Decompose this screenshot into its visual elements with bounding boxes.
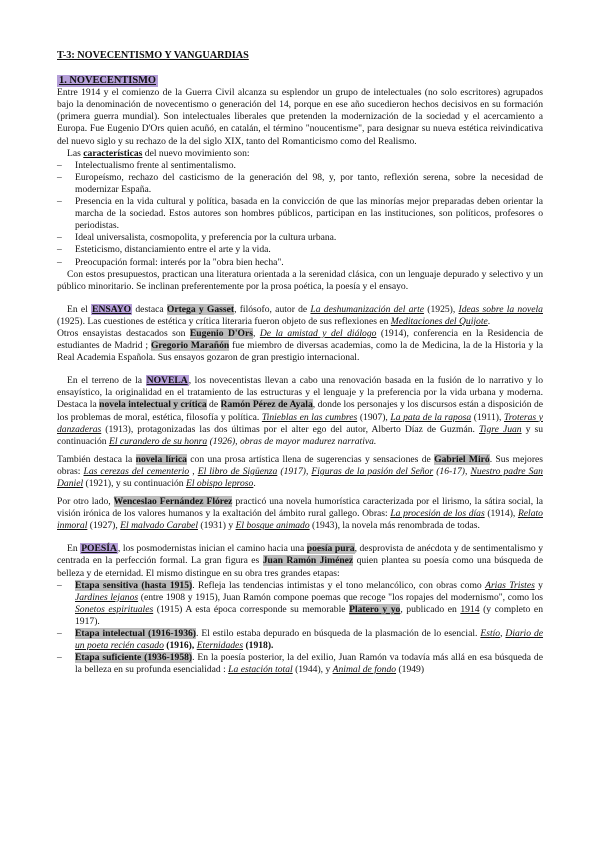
- work-title: Relato inmoral: [57, 508, 543, 532]
- genre-poesia: POESÍA: [81, 543, 117, 555]
- novela-lirica-paragraph: [57, 454, 543, 490]
- dash-mark: –: [57, 244, 62, 256]
- text-run: , filósofo, autor de: [234, 303, 311, 315]
- text-run: Las: [67, 147, 84, 159]
- text-run: del nuevo movimiento son:: [142, 147, 250, 159]
- dash-mark: –: [57, 579, 62, 591]
- text-run: En: [67, 543, 81, 555]
- section-heading: [57, 75, 543, 87]
- novel-kind: novela intelectual y crítica: [99, 399, 207, 411]
- work-title: Troteras y danzaderas: [57, 411, 543, 435]
- text-run: . En la poesía posterior, la del exilio, Juan Ramón va todavía más allá en esa búsqueda de la belleza en su profunda esencialidad :: [75, 652, 543, 676]
- genre-novela: NOVELA: [146, 375, 188, 387]
- text-run: . Sus mejores obras:: [57, 453, 544, 477]
- text-run: fue miembro de diversas academias, como la de Medicina, la de la Historia y la Real Academia Española. Sus ensayos gozaron de gran prestigio internacional.: [57, 340, 543, 364]
- stage-text: [75, 652, 543, 676]
- list-item-text: Preocupación formal: interés por la "obra bien hecha".: [75, 256, 284, 268]
- list-item-text: Esteticismo, distanciamiento entre el arte y la vida.: [75, 244, 271, 256]
- work-title: Estío: [480, 628, 501, 640]
- list-item: [57, 232, 543, 244]
- text-run: (1911),: [471, 411, 504, 423]
- text-run: destaca: [132, 303, 167, 315]
- spacer: [57, 532, 543, 543]
- stage-item: [57, 652, 543, 676]
- summary-paragraph: Con estos presupuestos, practican una literatura orientada a la serenidad clásica, con un lenguaje depurado y selectivo y un público minoritario. Se inclinan preferentemente por la prosa poética, la poesía y el ensayo.: [57, 268, 543, 292]
- novela-paragraph: [57, 375, 543, 448]
- author-maranon: Gregorio Marañón: [150, 340, 230, 352]
- list-item: [57, 257, 543, 269]
- text-run: (1927),: [87, 520, 121, 532]
- work-title: Sonetos espirituales: [75, 603, 154, 615]
- work-title: Tigre Juan: [479, 423, 522, 435]
- author-perez-de-ayala: Ramón Pérez de Ayala: [220, 399, 313, 411]
- list-item: [57, 160, 543, 172]
- author-miro: Gabriel Miró: [434, 453, 490, 465]
- text-run: (1925). Las cuestiones de estética y crítica literaria fueron objeto de sus reflexiones en: [57, 315, 391, 327]
- stage-text: [75, 580, 543, 628]
- text-run: (1917),: [277, 465, 312, 477]
- work-title: La procesión de los días: [390, 508, 485, 520]
- novela-humoristica-paragraph: [57, 496, 543, 532]
- work-title: La deshumanización del arte: [310, 303, 425, 315]
- intro-paragraph: Entre 1914 y el comienzo de la Guerra Civil alcanza su esplendor un grupo de intelectuales (no solo escritores) agrupados bajo la denominación de novecentismo o generación del 14, porque en ese año sucedieron hechos decisivos en su formación (primera guerra mundial). Son intelectuales liberales que pretenden la modernización de la sociedad y el acercamiento a Europa. Fue Eugenio D'Ors quien acuñó, en catalán, el término "noucentisme", para designar su nueva estética reivindicativa del nuevo siglo y su rechazo de la del siglo XIX, tanto del Romanticismo como del Realismo.: [57, 87, 543, 147]
- work-title: El malvado Carabel: [120, 520, 198, 532]
- text-run: y: [534, 579, 543, 591]
- work-title: Jardines lejanos: [75, 591, 139, 603]
- list-item-text: Europeísmo, rechazo del casticismo de la generación del 98, y, por tanto, reflexión serena, sobre la necesidad de modernizar España.: [75, 171, 543, 195]
- text-run: (y completo en 1917).: [75, 603, 543, 627]
- text-run: (1949): [396, 664, 425, 676]
- stage-item: [57, 628, 543, 652]
- work-title: El bosque animado: [235, 520, 310, 532]
- characteristics-lead: [57, 148, 543, 160]
- text-run: y su continuación: [57, 423, 543, 447]
- text-run: En el terreno de la: [67, 375, 146, 387]
- work-title: Figuras de la pasión del Señor: [311, 465, 434, 477]
- author-dors: Eugenio D'Ors: [189, 327, 253, 339]
- stage-head: Etapa sensitiva (hasta 1915): [75, 579, 193, 591]
- text-run: (1931) y: [197, 520, 236, 532]
- text-run: (1925),: [424, 303, 459, 315]
- text-run: (1913), protagonizadas las dos últimas por el alter ego del autor, Alberto Díaz de Guzmán.: [101, 423, 479, 435]
- text-run: ,: [189, 465, 198, 477]
- ensayo-paragraph: [57, 304, 543, 328]
- dash-mark: –: [57, 628, 62, 640]
- author-juan-ramon: Juan Ramón Jiménez: [262, 555, 354, 567]
- work-title: Meditaciones del Quijote: [390, 315, 488, 327]
- dash-mark: –: [57, 171, 62, 183]
- poesia-paragraph: [57, 543, 543, 579]
- text-run: (1915) A esta época corresponde su memorable: [153, 603, 350, 615]
- text-run: (1916),: [163, 640, 197, 652]
- document-page: [57, 50, 543, 676]
- text-run: También destaca la: [57, 453, 136, 465]
- list-item: [57, 196, 543, 232]
- work-title: El curandero de su honra: [108, 435, 208, 447]
- dash-mark: –: [57, 159, 62, 171]
- dash-mark: –: [57, 256, 62, 268]
- novel-kind-lirica: novela lírica: [135, 453, 187, 465]
- work-title: De la amistad y del diálogo: [259, 327, 377, 339]
- text-run: .: [253, 478, 256, 489]
- work-title: El libro de Sigüenza: [197, 465, 278, 477]
- text-run: (entre 1908 y 1915), Juan Ramón compone poemas que recoge "los ropajes del modernismo", como los: [138, 591, 543, 603]
- text-run: , desprovista de anécdota y de sentimentalismo y centrada en la perfección formal. La gran figura es: [57, 543, 544, 567]
- ensayo-paragraph-2: [57, 328, 543, 364]
- text-run: con una prosa artística llena de sugerencias y sensaciones de: [186, 453, 435, 465]
- text-run: (1918).: [243, 640, 274, 652]
- text-run: (1921), y su continuación: [83, 478, 186, 489]
- stage-item: [57, 580, 543, 628]
- stage-text: [75, 628, 543, 652]
- text-run: ,: [500, 628, 506, 640]
- text-run: (1907),: [357, 411, 391, 423]
- stage-head: Etapa intelectual (1916-1936): [75, 628, 196, 640]
- text-run: (1914),: [484, 508, 518, 520]
- dash-mark: –: [57, 232, 62, 244]
- text-run: de: [206, 399, 221, 411]
- work-title: Ideas sobre la novela: [458, 303, 543, 315]
- page-title: T-3: NOVECENTISMO Y VANGUARDIAS: [57, 50, 249, 61]
- work-title: La pata de la raposa: [390, 411, 472, 423]
- text-run: , donde los personajes y los discursos están a disposición de los problemas de moral, estética, filosofía y política.: [57, 399, 544, 423]
- text-run: (1914), conferencia en la Residencia de estudiantes de Madrid ;: [57, 327, 543, 352]
- text-run: (1926), obras de mayor madurez narrativa.: [207, 435, 377, 447]
- work-title: La estación total: [228, 664, 293, 676]
- stage-head: Etapa suficiente (1936-1958): [75, 652, 193, 664]
- dash-mark: –: [57, 196, 62, 208]
- work-title: Arias Tristes: [485, 579, 535, 591]
- text-run: , publicado en: [400, 603, 461, 615]
- text-run: (16-17),: [433, 465, 471, 477]
- work-title: Eternidades: [196, 640, 244, 652]
- author-fernandez-florez: Wenceslao Fernández Flórez: [113, 496, 233, 508]
- list-item: [57, 172, 543, 196]
- text-run: (1944), y: [292, 664, 333, 676]
- work-title: Diario de un poeta recién casado: [75, 628, 544, 652]
- list-item: [57, 244, 543, 256]
- genre-ensayo: ENSAYO: [92, 303, 132, 315]
- work-title: Tinieblas en las cumbres: [261, 411, 358, 423]
- work-title: Las cerezas del cementerio: [83, 465, 190, 477]
- text-run: , los posmodernistas inician el camino hacia una: [117, 543, 307, 555]
- characteristics-list: [57, 160, 543, 269]
- work-title: El obispo leproso: [185, 478, 254, 489]
- work-title: Platero y yo: [349, 603, 401, 615]
- text-run: ,: [253, 327, 260, 339]
- text-run: practicó una novela humorística caracterizada por el lirismo, la sátira social, la visión irónica de los valores humanos y la exaltación del ámbito rural gallego. Obras:: [57, 496, 543, 520]
- author-ortega: Ortega y Gasset: [166, 303, 235, 315]
- text-run: . Refleja las tendencias intimistas y el tono melancólico, con obras como: [192, 579, 486, 591]
- text-run: quien plantea su poesía como una búsqueda de belleza y de eternidad. El mismo distingue en su obra tres grandes etapas:: [57, 555, 543, 579]
- list-item-text: Presencia en la vida cultural y política, basada en la convicción de que las minorías mejor preparadas deben orientar la marcha de la sociedad. Estos autores son hombres públicos, participan en las instituciones, son políticos, profesores o periodistas.: [75, 196, 543, 232]
- text-run: Por otro lado,: [57, 496, 114, 508]
- spacer: [57, 364, 543, 375]
- spacer: [57, 293, 543, 304]
- year: 1914: [460, 603, 480, 615]
- text-run: , los novecentistas llevan a cabo una renovación basada en la fusión de lo narrativo y lo ensayístico, la originalidad en el tratamiento de las estructuras y el lenguaje y la preferencia por la vida urbana y moderna. Destaca la: [57, 375, 544, 411]
- text-run: . El estilo estaba depurado en búsqueda de la plasmación de lo esencial.: [196, 628, 481, 640]
- section-heading-label: 1. NOVECENTISMO: [59, 75, 156, 87]
- list-item-text: Ideal universalista, cosmopolita, y preferencia por la cultura urbana.: [75, 232, 337, 244]
- dash-mark: –: [57, 652, 62, 664]
- text-run: Otros ensayistas destacados son: [57, 327, 190, 339]
- text-run: En el: [67, 303, 92, 315]
- text-run: (1943), la novela más renombrada de todas.: [309, 520, 480, 532]
- characteristics-term: características: [83, 147, 143, 159]
- text-run: .: [487, 315, 491, 327]
- work-title: Nuestro padre San Daniel: [57, 465, 543, 489]
- poetry-kind: poesía pura: [306, 543, 355, 555]
- list-item-text: Intelectualismo frente al sentimentalismo.: [75, 159, 236, 171]
- work-title: Animal de fondo: [332, 664, 397, 676]
